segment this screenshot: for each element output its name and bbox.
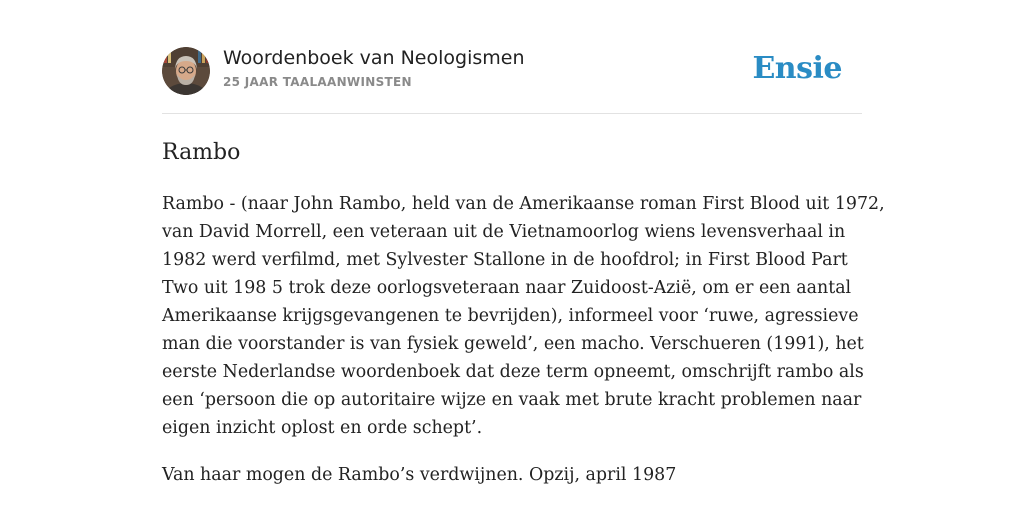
entry-title: Rambo bbox=[162, 140, 241, 165]
ensie-logo[interactable]: Ensie bbox=[752, 51, 842, 86]
definition-line: eigen inzicht oplost en orde schept’. bbox=[162, 418, 483, 438]
entry-definition bbox=[162, 190, 885, 442]
definition-line: Amerikaanse krijgsgevangenen te bevrijden), informeel voor ‘ruwe, agressieve bbox=[162, 306, 859, 326]
source-title[interactable]: Woordenboek van Neologismen bbox=[223, 47, 525, 69]
definition-line: man die voorstander is van fysiek geweld’, een macho. Verschueren (1991), het bbox=[162, 334, 864, 354]
entry-example: Van haar mogen de Rambo’s verdwijnen. Opzij, april 1987 bbox=[162, 465, 677, 485]
header-divider bbox=[162, 113, 862, 114]
definition-line: Rambo - (naar John Rambo, held van de Amerikaanse roman First Blood uit 1972, bbox=[162, 194, 885, 214]
source-subtitle: 25 JAAR TAALAANWINSTEN bbox=[223, 75, 412, 89]
definition-line: van David Morrell, een veteraan uit de Vietnamoorlog wiens levensverhaal in bbox=[162, 222, 846, 242]
definition-line: een ‘persoon die op autoritaire wijze en vaak met brute kracht problemen naar bbox=[162, 390, 862, 410]
author-portrait-avatar[interactable] bbox=[162, 47, 210, 95]
source-header bbox=[162, 46, 862, 96]
definition-line: eerste Nederlandse woordenboek dat deze term opneemt, omschrijft rambo als bbox=[162, 362, 864, 382]
definition-line: Two uit 198 5 trok deze oorlogsveteraan naar Zuidoost-Azië, om er een aantal bbox=[162, 278, 852, 298]
definition-line: 1982 werd verfilmd, met Sylvester Stallone in de hoofdrol; in First Blood Part bbox=[162, 250, 848, 270]
